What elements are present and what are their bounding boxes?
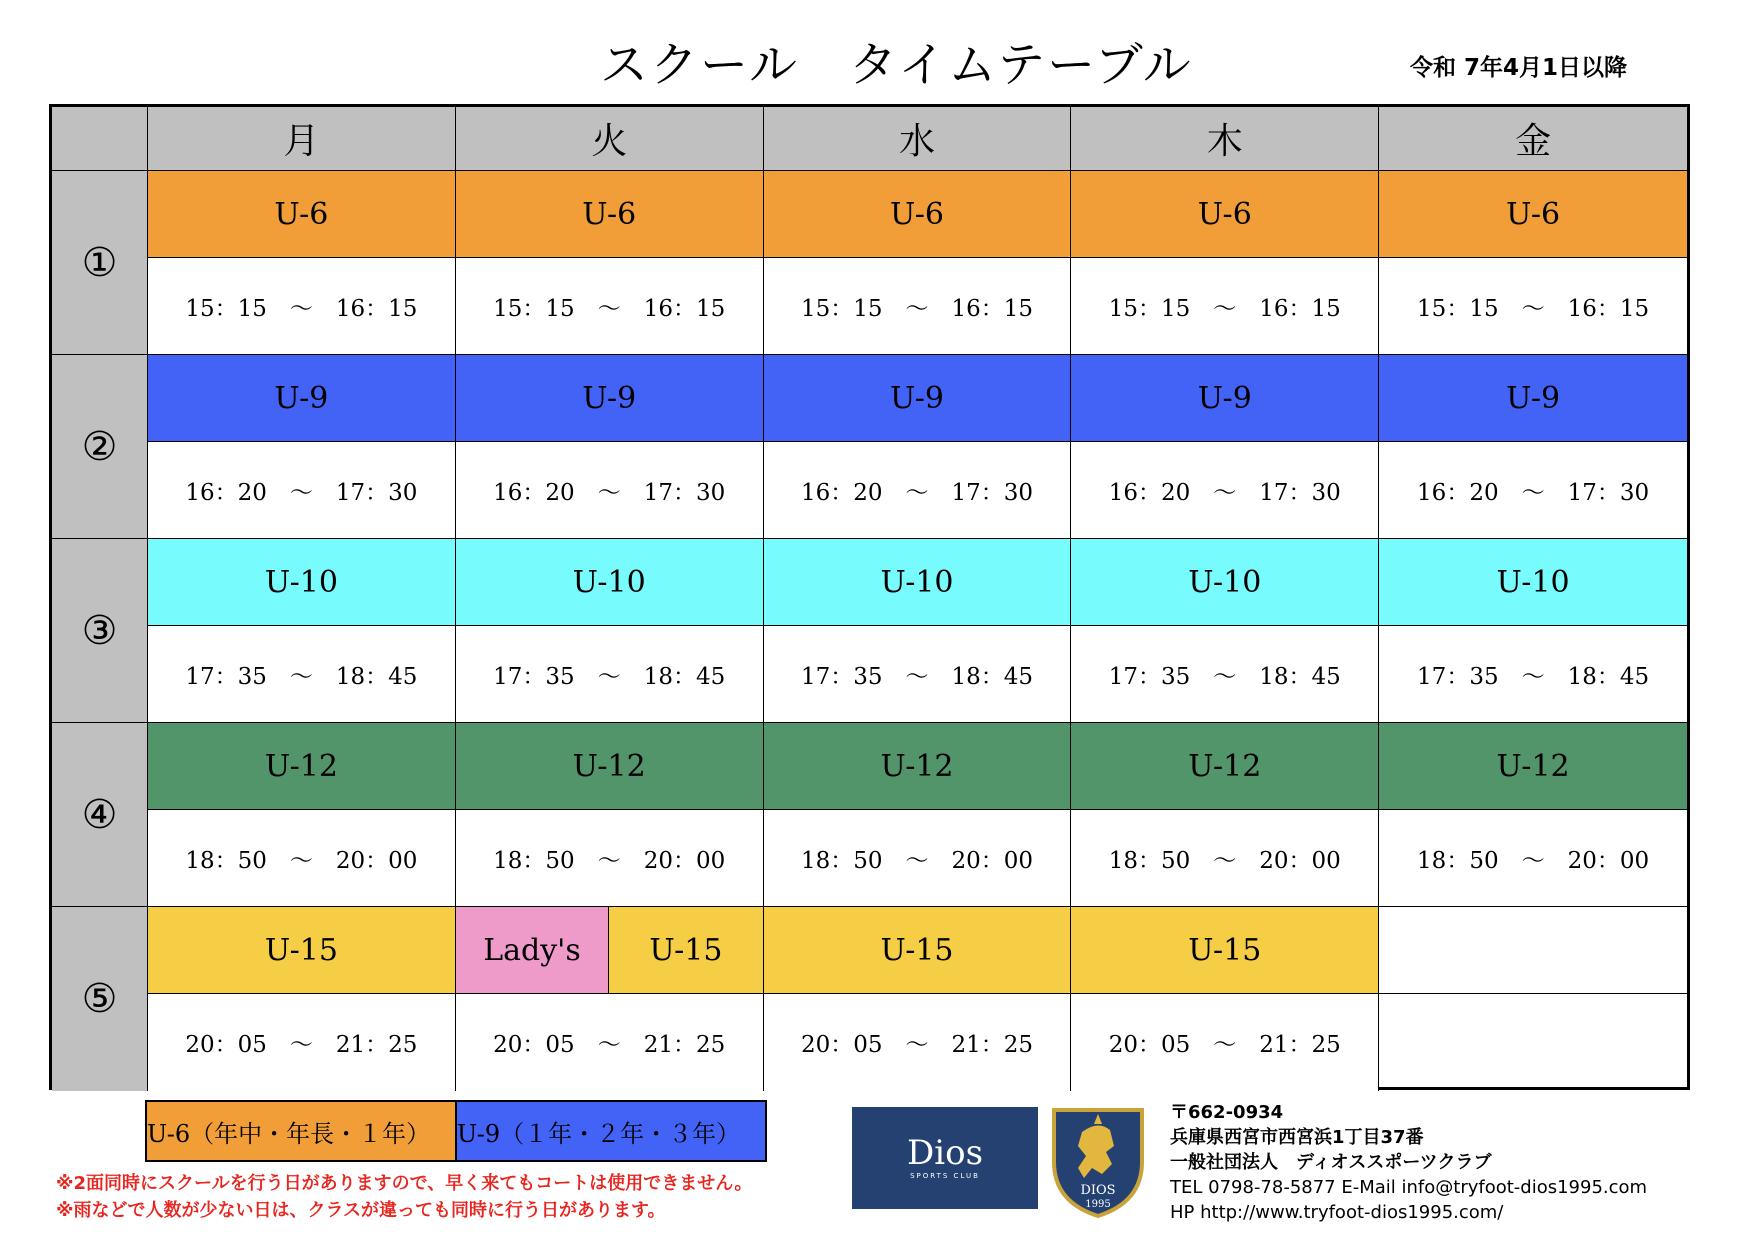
class-cell: U-15 [764,907,1072,994]
empty-cell [1379,907,1687,994]
crest-text: DIOS [1080,1183,1116,1198]
header-day-fri: 金 [1379,107,1687,171]
class-cell: U-12 [1379,723,1687,810]
logo-brand: Dios [906,1133,984,1173]
effective-date: 令和 7年4月1日以降 [1410,55,1628,81]
homepage: HP http://www.tryfoot-dios1995.com/ [1170,1202,1504,1223]
timetable [49,104,1690,1090]
class-cell-ladys: Lady's [456,907,609,993]
time-cell: 18：50 ～ 20：00 [148,810,456,907]
legend-u9: U-9（１年・２年・３年） [455,1100,767,1162]
period-3: ③ [52,539,148,723]
class-cell: U-6 [1379,171,1687,258]
class-cell: U-12 [148,723,456,810]
legend-u6: U-6（年中・年長・１年） [145,1100,457,1162]
class-cell: U-6 [1071,171,1379,258]
period-4: ④ [52,723,148,907]
class-cell: U-12 [1071,723,1379,810]
note-1: ※2面同時にスクールを行う日がありますので、早く来てもコートは使用できません。 [56,1173,753,1194]
time-cell: 15：15 ～ 16：15 [1071,258,1379,355]
class-cell: U-9 [456,355,764,442]
note-2: ※雨などで人数が少ない日は、クラスが違っても同時に行う日があります。 [56,1200,666,1221]
period-5: ⑤ [52,907,148,1091]
class-cell: U-12 [456,723,764,810]
time-cell: 20：05 ～ 21：25 [456,994,764,1091]
time-cell: 15：15 ～ 16：15 [148,258,456,355]
class-cell: U-15 [1071,907,1379,994]
tel-email: TEL 0798-78-5877 E-Mail info@tryfoot-dios1995.com [1170,1177,1648,1198]
time-cell: 20：05 ～ 21：25 [764,994,1072,1091]
class-cell: U-10 [764,539,1072,626]
class-cell: U-9 [764,355,1072,442]
period-2: ② [52,355,148,539]
time-cell: 17：35 ～ 18：45 [764,626,1072,723]
time-cell: 20：05 ～ 21：25 [1071,994,1379,1091]
header-day-thu: 木 [1071,107,1379,171]
period-1: ① [52,171,148,355]
time-cell: 18：50 ～ 20：00 [1071,810,1379,907]
class-cell: U-10 [1071,539,1379,626]
time-cell: 17：35 ～ 18：45 [1379,626,1687,723]
header-day-mon: 月 [148,107,456,171]
class-cell: U-9 [148,355,456,442]
class-cell: U-15 [609,907,762,993]
page-title: スクール タイムテーブル [600,37,1193,93]
dios-logo [852,1107,1038,1209]
class-cell: U-9 [1379,355,1687,442]
postal-code: 〒662-0934 [1170,1102,1284,1123]
header-day-wed: 水 [764,107,1072,171]
time-cell: 16：20 ～ 17：30 [456,442,764,539]
address: 兵庫県西宮市西宮浜1丁目37番 [1170,1127,1424,1148]
time-cell: 16：20 ～ 17：30 [148,442,456,539]
time-cell: 16：20 ～ 17：30 [764,442,1072,539]
crest-icon [1048,1102,1148,1220]
time-cell: 17：35 ～ 18：45 [1071,626,1379,723]
time-cell: 16：20 ～ 17：30 [1379,442,1687,539]
crest-year: 1995 [1085,1199,1111,1210]
time-cell: 17：35 ～ 18：45 [148,626,456,723]
header-day-tue: 火 [456,107,764,171]
time-cell: 20：05 ～ 21：25 [148,994,456,1091]
header-corner [52,107,148,171]
class-cell: U-10 [456,539,764,626]
contact-info [1170,1100,1730,1225]
class-cell: U-10 [148,539,456,626]
time-cell: 18：50 ～ 20：00 [764,810,1072,907]
class-cell: U-6 [148,171,456,258]
time-cell: 18：50 ～ 20：00 [456,810,764,907]
class-cell-split [456,907,764,994]
organization: 一般社団法人 ディオススポーツクラブ [1170,1152,1492,1173]
notes [56,1170,856,1224]
class-cell: U-15 [148,907,456,994]
time-cell: 15：15 ～ 16：15 [456,258,764,355]
class-cell: U-6 [764,171,1072,258]
empty-cell [1379,994,1687,1091]
time-cell: 15：15 ～ 16：15 [764,258,1072,355]
time-cell: 17：35 ～ 18：45 [456,626,764,723]
time-cell: 16：20 ～ 17：30 [1071,442,1379,539]
class-cell: U-12 [764,723,1072,810]
time-cell: 18：50 ～ 20：00 [1379,810,1687,907]
class-cell: U-10 [1379,539,1687,626]
logo-sub: SPORTS CLUB [910,1172,980,1180]
class-cell: U-9 [1071,355,1379,442]
class-cell: U-6 [456,171,764,258]
time-cell: 15：15 ～ 16：15 [1379,258,1687,355]
